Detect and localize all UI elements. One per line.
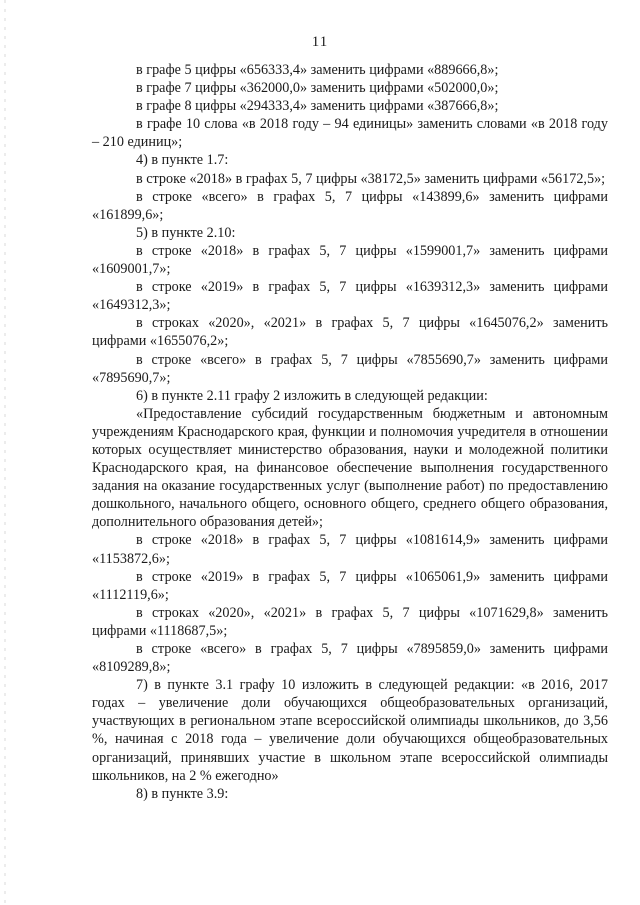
paragraph-6: в строке «2018» в графах 5, 7 цифры «38172,5» заменить цифрами «56172,5»;	[136, 170, 606, 187]
page-number: 11	[311, 34, 329, 50]
paragraph-4: в графе 10 слова «в 2018 году – 94 единицы» заменить словами «в 2018 году – 210 единиц»;	[92, 116, 608, 151]
paragraph-15: в строке «2018» в графах 5, 7 цифры «1081614,9» заменить цифрами «1153872,6»;	[92, 532, 608, 567]
paragraph-5: 4) в пункте 1.7:	[136, 152, 229, 169]
paragraph-8: 5) в пункте 2.10:	[136, 224, 236, 241]
paragraph-19: 7) в пункте 3.1 графу 10 изложить в следующей редакции: «в 2016, 2017 годах – увеличение доли обучающихся общеобразовательных организаций, участвующих в региональном этапе всероссийской олимпиады школьников, до 3,56 %, начиная с 2018 года – увеличение доли обучающихся общеобразовательных организаций, принявших участие в школьном этапе всероссийской олимпиады школьников, на 2 % ежегодно»	[92, 677, 608, 784]
paragraph-14: «Предоставление субсидий государственным бюджетным и автономным учреждениям Краснодарского края, функции и полномочия учредителя в отношении которых осуществляет министерство образования, науки и молодежной политики Краснодарского края, на финансовое обеспечение выполнения государственного задания на оказание государственных услуг (выполнение работ) по предоставлению дошкольного, начального общего, основного общего, среднего общего образования, дополнительного образования детей»;	[92, 405, 608, 531]
paragraph-1: в графе 5 цифры «656333,4» заменить цифрами «889666,8»;	[136, 62, 499, 78]
paragraph-18: в строке «всего» в графах 5, 7 цифры «7895859,0» заменить цифрами «8109289,8»;	[92, 641, 608, 676]
paragraph-2: в графе 7 цифры «362000,0» заменить цифрами «502000,0»;	[136, 80, 499, 97]
paragraph-13: 6) в пункте 2.11 графу 2 изложить в следующей редакции:	[136, 387, 488, 404]
paragraph-9: в строке «2018» в графах 5, 7 цифры «1599001,7» заменить цифрами «1609001,7»;	[92, 242, 608, 278]
paragraph-16: в строке «2019» в графах 5, 7 цифры «1065061,9» заменить цифрами «1112119,6»;	[92, 568, 608, 603]
paragraph-10: в строке «2019» в графах 5, 7 цифры «1639312,3» заменить цифрами «1649312,3»;	[92, 279, 608, 314]
scan-edge-mark	[4, 0, 6, 905]
paragraph-17: в строках «2020», «2021» в графах 5, 7 цифры «1071629,8» заменить цифрами «1118687,5»;	[92, 604, 608, 639]
paragraph-7: в строке «всего» в графах 5, 7 цифры «143899,6» заменить цифрами «161899,6»;	[92, 188, 608, 223]
paragraph-3: в графе 8 цифры «294333,4» заменить цифрами «387666,8»;	[136, 98, 499, 115]
paragraph-12: в строке «всего» в графах 5, 7 цифры «7855690,7» заменить цифрами «7895690,7»;	[92, 351, 608, 386]
document-body	[92, 61, 608, 803]
paragraph-11: в строках «2020», «2021» в графах 5, 7 цифры «1645076,2» заменить цифрами «1655076,2»;	[92, 315, 608, 350]
paragraph-20: 8) в пункте 3.9:	[136, 785, 229, 802]
